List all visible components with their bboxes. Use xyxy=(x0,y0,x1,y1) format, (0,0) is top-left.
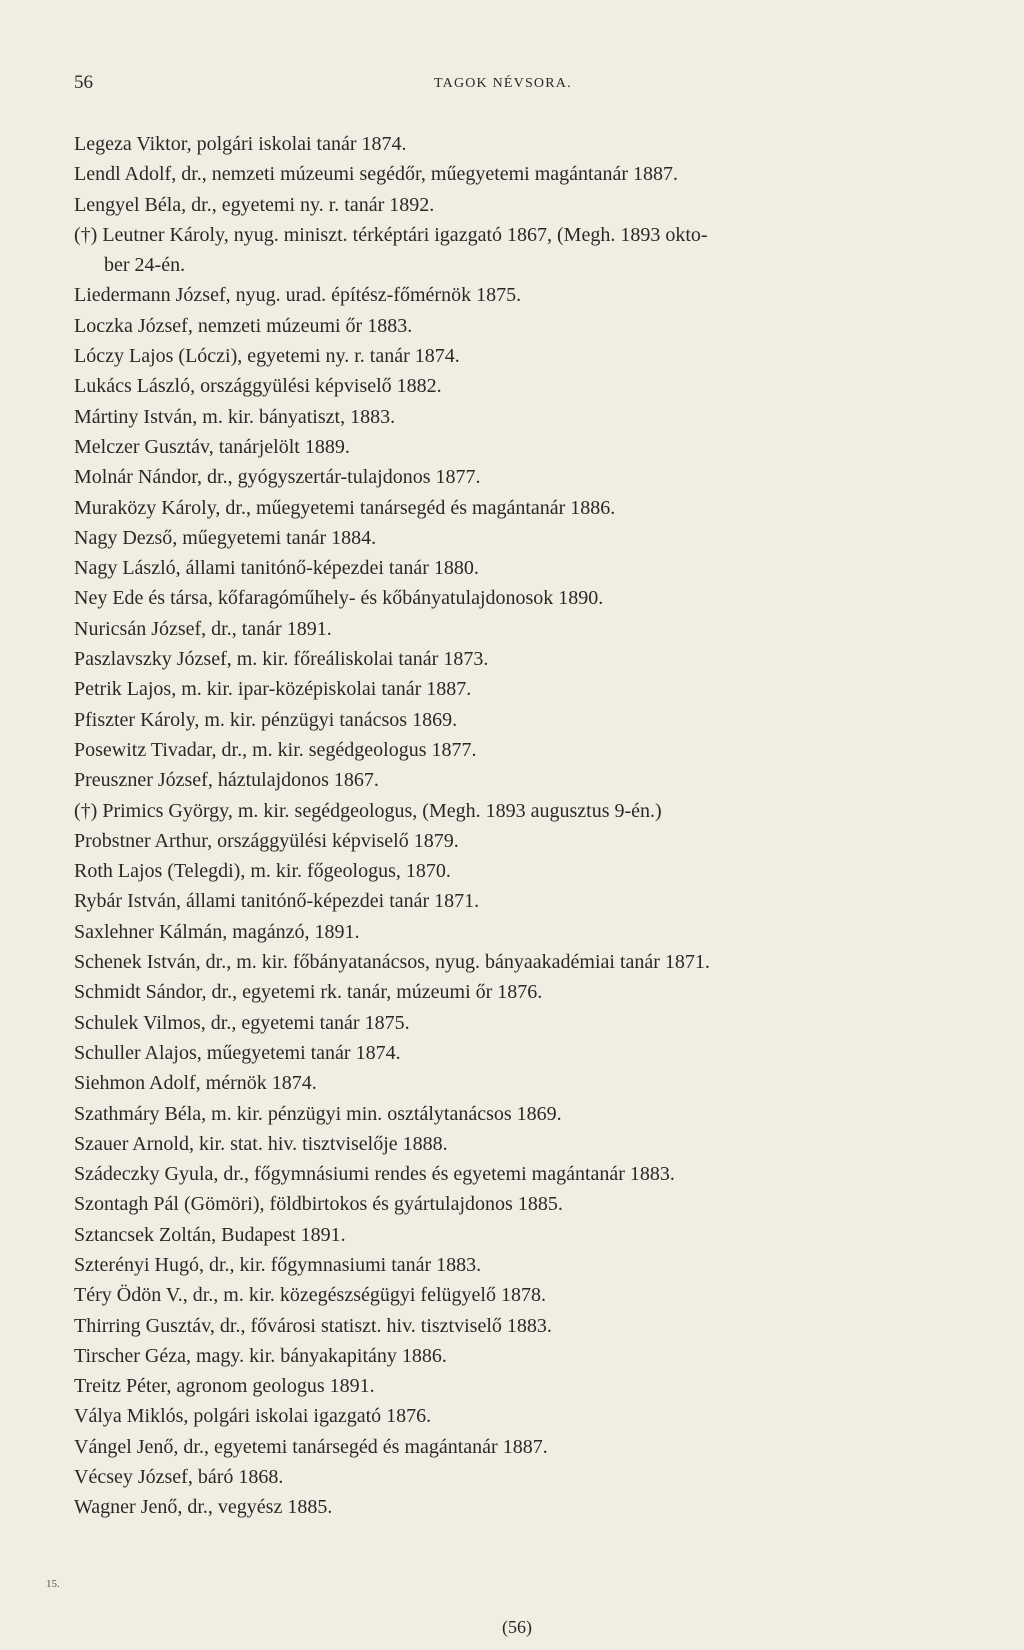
list-item: Tirscher Géza, magy. kir. bányakapitány 1886. xyxy=(74,1344,447,1367)
list-item: Nagy László, állami tanitónő-képezdei tanár 1880. xyxy=(74,557,479,580)
running-head: TAGOK NÉVSORA. xyxy=(434,76,572,91)
list-item: Szádeczky Gyula, dr., főgymnásiumi rendes és egyetemi magántanár 1883. xyxy=(74,1163,675,1186)
list-item: Legeza Viktor, polgári iskolai tanár 1874. xyxy=(74,133,407,155)
list-item: Liedermann József, nyug. urad. építész-főmérnök 1875. xyxy=(74,284,522,307)
list-item: Rybár István, állami tanitónő-képezdei tanár 1871. xyxy=(74,890,480,913)
list-item: Pfiszter Károly, m. kir. pénzügyi tanácsos 1869. xyxy=(74,708,458,731)
list-item: Posewitz Tivadar, dr., m. kir. segédgeologus 1877. xyxy=(74,738,477,761)
list-item: Thirring Gusztáv, dr., fővárosi statiszt. hiv. tisztviselő 1883. xyxy=(74,1314,552,1337)
list-item: Petrik Lajos, m. kir. ipar-középiskolai tanár 1887. xyxy=(74,678,472,701)
page-number: 56 xyxy=(74,72,93,93)
list-item: Molnár Nándor, dr., gyógyszertár-tulajdonos 1877. xyxy=(74,466,481,489)
list-item: Loczka József, nemzeti múzeumi őr 1883. xyxy=(74,314,413,337)
list-item: Sztancsek Zoltán, Budapest 1891. xyxy=(74,1223,346,1246)
list-item: Nagy Dezső, műegyetemi tanár 1884. xyxy=(74,526,377,549)
list-item-continuation: ber 24-én. xyxy=(104,254,186,277)
list-item: Preuszner József, háztulajdonos 1867. xyxy=(74,769,379,792)
list-item: Ney Ede és társa, kőfaragóműhely- és kőbányatulajdonosok 1890. xyxy=(74,587,604,610)
list-item: Siehmon Adolf, mérnök 1874. xyxy=(74,1072,317,1095)
list-item: Lóczy Lajos (Lóczi), egyetemi ny. r. tanár 1874. xyxy=(74,345,460,368)
list-item: Nuricsán József, dr., tanár 1891. xyxy=(74,617,332,640)
list-item: Mártiny István, m. kir. bányatiszt, 1883. xyxy=(74,405,396,428)
list-item: Muraközy Károly, dr., műegyetemi tanársegéd és magántanár 1886. xyxy=(74,496,616,519)
list-item: Vángel Jenő, dr., egyetemi tanársegéd és magántanár 1887. xyxy=(74,1435,548,1458)
list-item: Schenek István, dr., m. kir. főbányatanácsos, nyug. bányaakadémiai tanár 1871. xyxy=(74,951,710,974)
footer-page-number: (56) xyxy=(502,1617,532,1637)
list-item: Saxlehner Kálmán, magánzó, 1891. xyxy=(74,920,360,943)
list-item: Lengyel Béla, dr., egyetemi ny. r. tanár 1892. xyxy=(74,193,435,216)
list-item: Wagner Jenő, dr., vegyész 1885. xyxy=(74,1496,333,1519)
list-item: (†) Leutner Károly, nyug. miniszt. térképtári igazgató 1867, (Megh. 1893 okto- xyxy=(74,223,708,246)
list-item: Vécsey József, báró 1868. xyxy=(74,1466,284,1489)
list-item: Schmidt Sándor, dr., egyetemi rk. tanár, múzeumi őr 1876. xyxy=(74,981,543,1004)
list-item: Schuller Alajos, műegyetemi tanár 1874. xyxy=(74,1041,401,1064)
list-item: Szterényi Hugó, dr., kir. főgymnasiumi tanár 1883. xyxy=(74,1253,482,1276)
member-list xyxy=(74,129,954,1523)
list-item: Probstner Arthur, országgyülési képviselő 1879. xyxy=(74,829,459,852)
signature-mark: 15. xyxy=(46,1578,60,1590)
list-item: Szauer Arnold, kir. stat. hiv. tisztviselője 1888. xyxy=(74,1132,448,1155)
list-item: Lukács László, országgyülési képviselő 1882. xyxy=(74,375,442,398)
list-item: Melczer Gusztáv, tanárjelölt 1889. xyxy=(74,435,350,458)
list-item: Treitz Péter, agronom geologus 1891. xyxy=(74,1375,375,1398)
list-item: Schulek Vilmos, dr., egyetemi tanár 1875. xyxy=(74,1011,410,1034)
list-item: Szontagh Pál (Gömöri), földbirtokos és gyártulajdonos 1885. xyxy=(74,1193,563,1216)
list-item: Lendl Adolf, dr., nemzeti múzeumi segédőr, műegyetemi magántanár 1887. xyxy=(74,163,679,186)
list-item: Vályа Miklós, polgári iskolai igazgató 1876. xyxy=(74,1405,432,1428)
list-item: (†) Primics György, m. kir. segédgeologus, (Megh. 1893 augusztus 9-én.) xyxy=(74,799,662,822)
list-item: Paszlavszky József, m. kir. főreáliskolai tanár 1873. xyxy=(74,648,489,671)
list-item: Roth Lajos (Telegdi), m. kir. főgeologus, 1870. xyxy=(74,860,451,883)
list-item: Szathmáry Béla, m. kir. pénzügyi min. osztálytanácsos 1869. xyxy=(74,1102,562,1125)
list-item: Téry Ödön V., dr., m. kir. közegészségügyi felügyelő 1878. xyxy=(74,1284,546,1307)
